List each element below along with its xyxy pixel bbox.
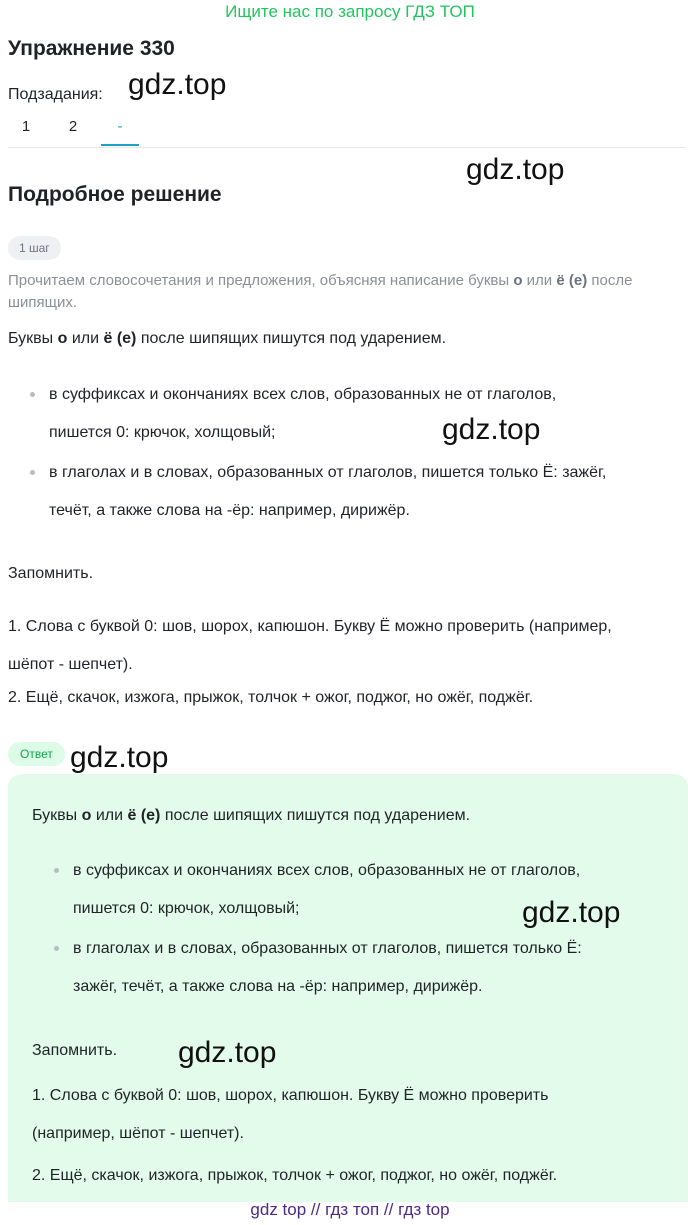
- list-item: в суффиксах и окончаниях всех слов, образованных не от глаголов, пишется 0: крючок, холщовый;: [8, 376, 692, 452]
- answer-rule-text: Буквы о или ё (е) после шипящих пишутся под ударением.: [32, 807, 471, 824]
- tab-subtask-current[interactable]: -: [117, 118, 123, 135]
- answer-rule-list: [32, 852, 672, 1008]
- answer-remember-label: Запомнить.: [32, 1042, 118, 1059]
- subtasks-label: Подзадания:: [8, 86, 103, 103]
- step-badge: 1 шаг: [8, 236, 61, 260]
- intro-text: Прочитаем словосочетания и предложения, объясняя написание буквы о или ё (е) после шипящих.: [8, 272, 633, 311]
- remember-label: Запомнить.: [8, 565, 94, 582]
- remember-item-2: 2. Ещё, скачок, изжога, прыжок, толчок + ожог, поджог, но ожёг, поджёг.: [8, 689, 534, 706]
- watermark: gdz.top: [466, 153, 565, 186]
- tab-subtask-2[interactable]: 2: [68, 118, 78, 135]
- answer-remember-item-2: 2. Ещё, скачок, изжога, прыжок, толчок + ожог, поджог, но ожёг, поджёг.: [32, 1167, 558, 1184]
- page-title: Упражнение 330: [8, 37, 175, 60]
- answer-box: [8, 774, 688, 1202]
- list-item: в глаголах и в словах, образованных от глаголов, пишется только Ё: зажёг, течёт, а также слова на -ёр: например, дирижёр.: [32, 930, 672, 1006]
- list-item: в глаголах и в словах, образованных от глаголов, пишется только Ё: зажёг, течёт, а также слова на -ёр: например, дирижёр.: [8, 454, 692, 530]
- rule-list: [8, 376, 692, 532]
- list-item: в суффиксах и окончаниях всех слов, образованных не от глаголов, пишется 0: крючок, холщовый;: [32, 852, 672, 928]
- remember-item-1: 1. Слова с буквой 0: шов, шорох, капюшон. Букву Ё можно проверить (например, шёпот - шепчет).: [8, 618, 612, 673]
- tabs-divider: [8, 147, 686, 148]
- top-banner: Ищите нас по запросу ГДЗ ТОП: [225, 2, 475, 21]
- watermark: gdz.top: [128, 68, 227, 101]
- active-tab-indicator: [101, 144, 139, 146]
- footer-links: gdz top // гдз топ // гдз top: [250, 1200, 450, 1219]
- section-title: Подробное решение: [8, 183, 222, 206]
- tab-subtask-1[interactable]: 1: [21, 118, 31, 135]
- answer-remember-item-1: 1. Слова с буквой 0: шов, шорох, капюшон. Букву Ё можно проверить (например, шёпот - шепчет).: [32, 1087, 549, 1142]
- watermark: gdz.top: [178, 1036, 277, 1069]
- watermark: gdz.top: [522, 896, 621, 929]
- rule-text: Буквы о или ё (е) после шипящих пишутся под ударением.: [8, 330, 447, 347]
- watermark: gdz.top: [442, 413, 541, 446]
- watermark: gdz.top: [70, 741, 169, 774]
- answer-badge: Ответ: [8, 742, 65, 766]
